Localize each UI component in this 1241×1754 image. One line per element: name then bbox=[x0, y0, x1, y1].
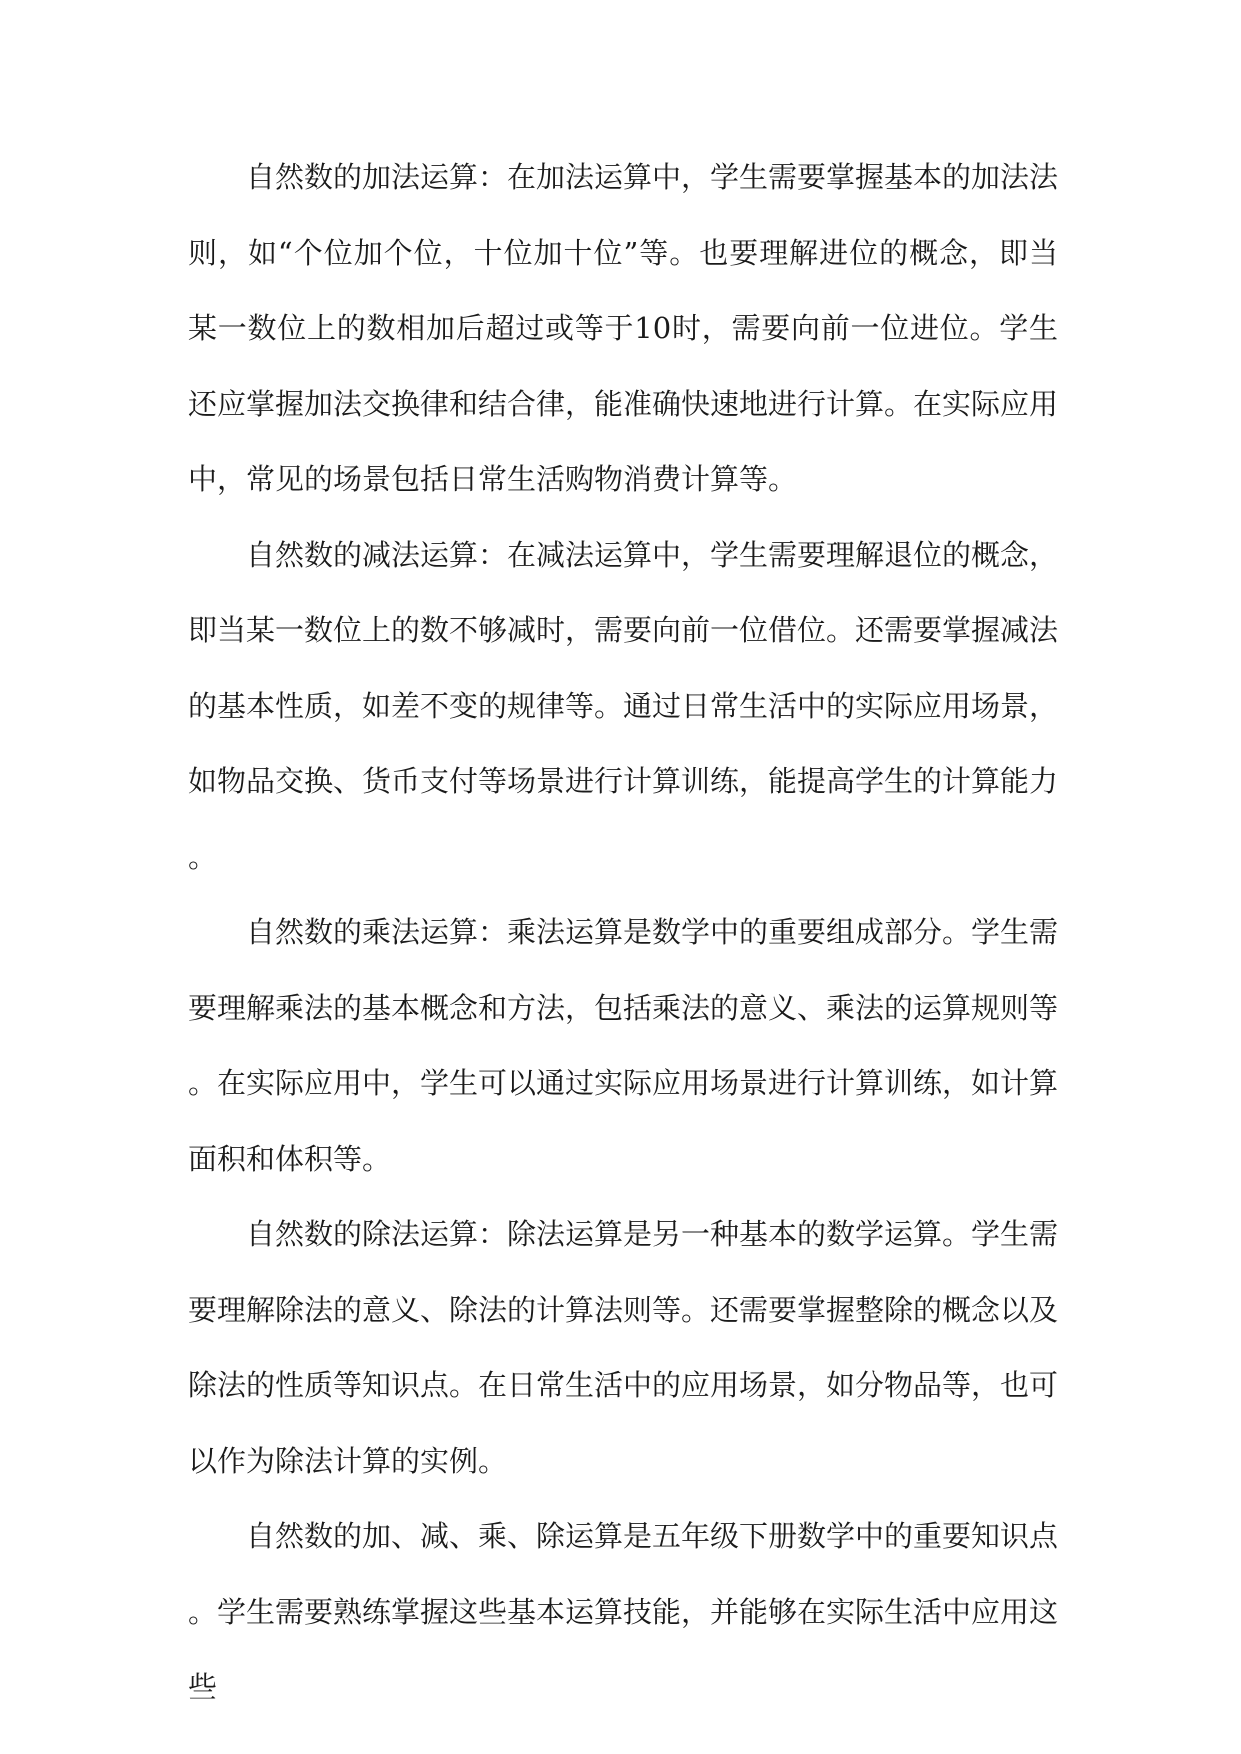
paragraph-division: 自然数的除法运算：除法运算是另一种基本的数学运算。学生需要理解除法的意义、除法的计算法则等。还需要掌握整除的概念以及除法的性质等知识点。在日常生活中的应用场景，如分物品等，也可以作为除法计算的实例。 bbox=[188, 1217, 1059, 1478]
paragraph-addition: 自然数的加法运算：在加法运算中，学生需要掌握基本的加法法则，如“个位加个位，十位加十位”等。也要理解进位的概念，即当某一数位上的数相加后超过或等于10时，需要向前一位进位。学生还应掌握加法交换律和结合律，能准确快速地进行计算。在实际应用中，常见的场景包括日常生活购物消费计算等。 bbox=[188, 160, 1059, 496]
paragraph-subtraction: 自然数的减法运算：在减法运算中，学生需要理解退位的概念，即当某一数位上的数不够减时，需要向前一位借位。还需要掌握减法的基本性质，如差不变的规律等。通过日常生活中的实际应用场景，如物品交换、货币支付等场景进行计算训练，能提高学生的计算能力。 bbox=[188, 537, 1059, 874]
document-body bbox=[188, 140, 1058, 1726]
paragraph-summary: 自然数的加、减、乘、除运算是五年级下册数学中的重要知识点。学生需要熟练掌握这些基本运算技能，并能够在实际生活中应用这些 bbox=[188, 1519, 1059, 1704]
paragraph-multiplication: 自然数的乘法运算：乘法运算是数学中的重要组成部分。学生需要理解乘法的基本概念和方法，包括乘法的意义、乘法的运算规则等。在实际应用中，学生可以通过实际应用场景进行计算训练，如计算面积和体积等。 bbox=[188, 915, 1059, 1176]
